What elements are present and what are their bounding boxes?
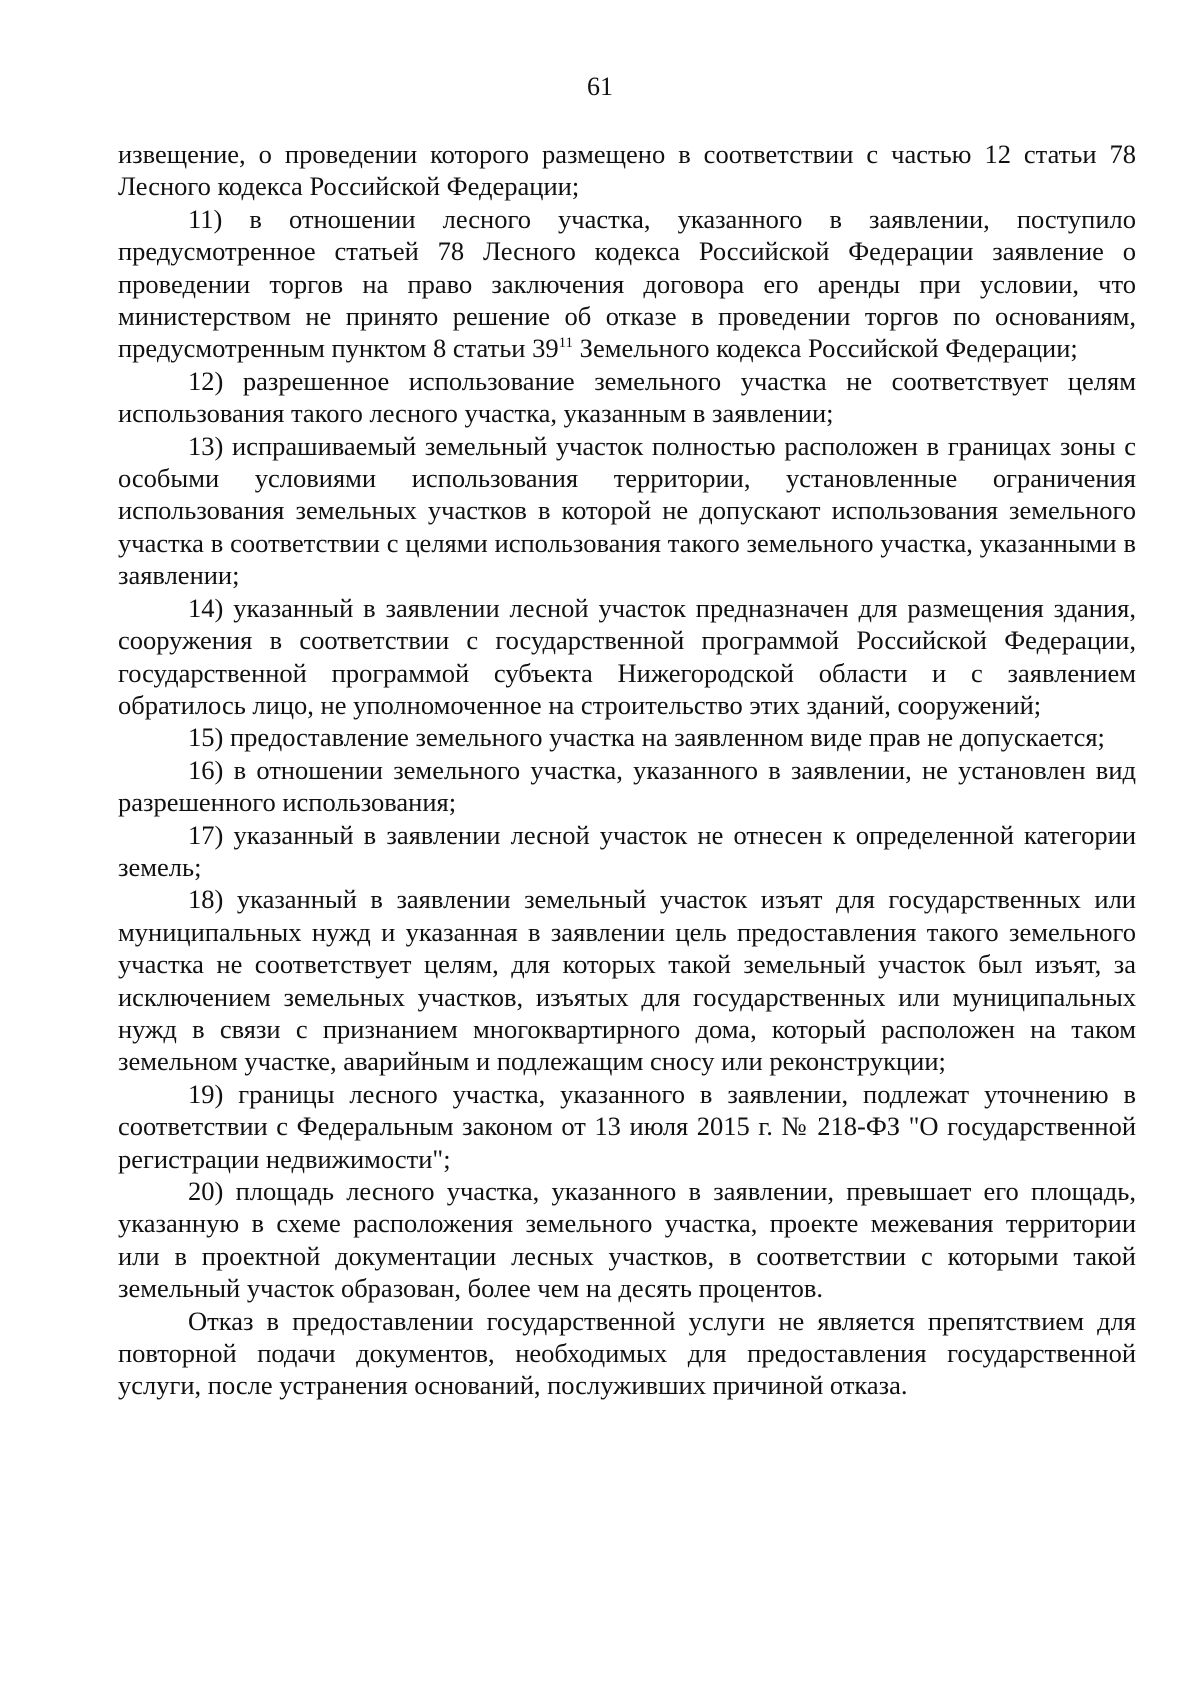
paragraph-item-11 xyxy=(118,203,1136,365)
paragraph-continuation: извещение, о проведении которого размещено в соответствии с частью 12 статьи 78 Лесного кодекса Российской Федерации; xyxy=(118,139,1136,202)
paragraph-refusal-note: Отказ в предоставлении государственной услуги не является препятствием для повторной подачи документов, необходимых для предоставления государственной услуги, после устранения оснований, послуживших причиной отказа. xyxy=(118,1305,1136,1401)
article-superscript: 11 xyxy=(558,335,574,352)
paragraph-item-11-tail: Земельного кодекса Российской Федерации; xyxy=(573,333,1078,364)
paragraph-item-18: 18) указанный в заявлении земельный участок изъят для государственных или муниципальных нужд и указанная в заявлении цель предоставления такого земельного участка не соответствует целям, для которых такой земельный участок был изъят, за исключением земельных участков, изъятых для государственных или муниципальных нужд в связи с признанием многоквартирного дома, который расположен на таком земельном участке, аварийным и подлежащим сносу или реконструкции; xyxy=(118,884,1136,1077)
paragraph-item-17: 17) указанный в заявлении лесной участок не отнесен к определенной категории земель; xyxy=(118,819,1136,882)
paragraph-item-14: 14) указанный в заявлении лесной участок предназначен для размещения здания, сооружения в соответствии с государственной программой Российской Федерации, государственной программой субъекта Нижегородской области и с заявлением обратилось лицо, не уполномоченное на строительство этих зданий, сооружений; xyxy=(118,592,1136,720)
paragraph-item-16: 16) в отношении земельного участка, указанного в заявлении, не установлен вид разрешенного использования; xyxy=(118,754,1136,818)
paragraph-item-15: 15) предоставление земельного участка на заявленном виде прав не допускается; xyxy=(188,722,1105,753)
paragraph-item-11-text: 11) в отношении лесного участка, указанного в заявлении, поступило предусмотренное статьей 78 Лесного кодекса Российской Федерации заявление о проведении торгов на право заключения договора его аренды при условии, что министерством не принято решение об отказе в проведении торгов по основаниям, предусмотренным пунктом 8 статьи 39 xyxy=(118,203,1136,364)
paragraph-item-12: 12) разрешенное использование земельного участка не соответствует целям использования такого лесного участка, указанным в заявлении; xyxy=(118,365,1136,429)
document-body xyxy=(118,138,1136,1402)
paragraph-item-13: 13) испрашиваемый земельный участок полностью расположен в границах зоны с особыми условиями использования территории, установленные ограничения использования земельных участков в которой не допускают использования земельного участка в соответствии с целями использования такого земельного участка, указанными в заявлении; xyxy=(118,430,1136,591)
paragraph-item-20: 20) площадь лесного участка, указанного в заявлении, превышает его площадь, указанную в схеме расположения земельного участка, проекте межевания территории или в проектной документации лесных участков, в соответствии с которыми такой земельный участок образован, более чем на десять процентов. xyxy=(118,1176,1136,1304)
paragraph-item-19: 19) границы лесного участка, указанного в заявлении, подлежат уточнению в соответствии с Федеральным законом от 13 июля 2015 г. № 218-ФЗ "О государственной регистрации недвижимости"; xyxy=(118,1078,1136,1174)
page-number: 61 xyxy=(587,72,613,101)
